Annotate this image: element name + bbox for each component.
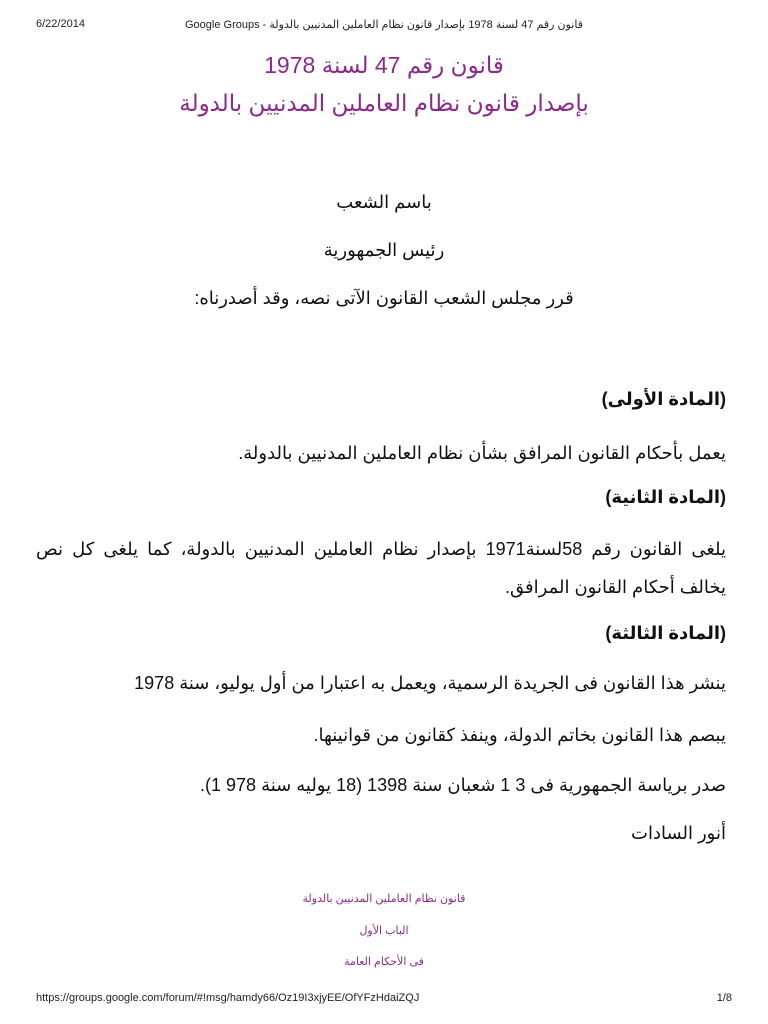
section-chapter-title: فى الأحكام العامة (344, 956, 424, 968)
article-1-heading: (المادة الأولى) (601, 389, 726, 409)
preamble-people: باسم الشعب (336, 192, 432, 212)
article-1-text: يعمل بأحكام القانون المرافق بشأن نظام العاملين المدنيين بالدولة. (238, 443, 726, 463)
issued-text: صدر برياسة الجمهورية فى 3 1 شعبان سنة 1398 (18 يوليه سنة 978 1). (200, 775, 726, 795)
print-date: 6/22/2014 (36, 18, 85, 30)
section-chapter: الباب الأول (359, 925, 409, 937)
law-subtitle: بإصدار قانون نظام العاملين المدنيين بالدولة (179, 90, 589, 116)
article-2-text: يلغى القانون رقم 58لسنة1971 بإصدار نظام العاملين المدنيين بالدولة، كما يلغى كل نص يخالف أحكام القانون المرافق. (36, 539, 727, 597)
print-header (0, 18, 768, 34)
signature: أنور السادات (631, 823, 726, 843)
seal-text: يبصم هذا القانون بخاتم الدولة، وينفذ كقانون من قوانينها. (313, 725, 726, 745)
print-page-title: قانون رقم 47 لسنة 1978 بإصدار قانون نظام العاملين المدنيين بالدولة - Google Groups (185, 19, 583, 31)
preamble-decision: قرر مجلس الشعب القانون الآتى نصه، وقد أصدرناه: (194, 288, 574, 308)
preamble-president: رئيس الجمهورية (323, 240, 445, 260)
print-url: https://groups.google.com/forum/#!msg/hamdy66/Oz19I3xjyEE/OfYFzHdaiZQJ (36, 992, 420, 1004)
print-page-number: 1/8 (716, 992, 732, 1004)
article-3-text: ينشر هذا القانون فى الجريدة الرسمية، ويعمل به اعتبارا من أول يوليو، سنة 1978 (134, 673, 726, 693)
article-3-heading: (المادة الثالثة) (605, 623, 726, 643)
print-footer (0, 992, 768, 1008)
law-title: قانون رقم 47 لسنة 1978 (264, 52, 504, 78)
section-law-name: قانون نظام العاملين المدنيين بالدولة (302, 893, 466, 905)
article-2-heading: (المادة الثانية) (605, 487, 726, 507)
